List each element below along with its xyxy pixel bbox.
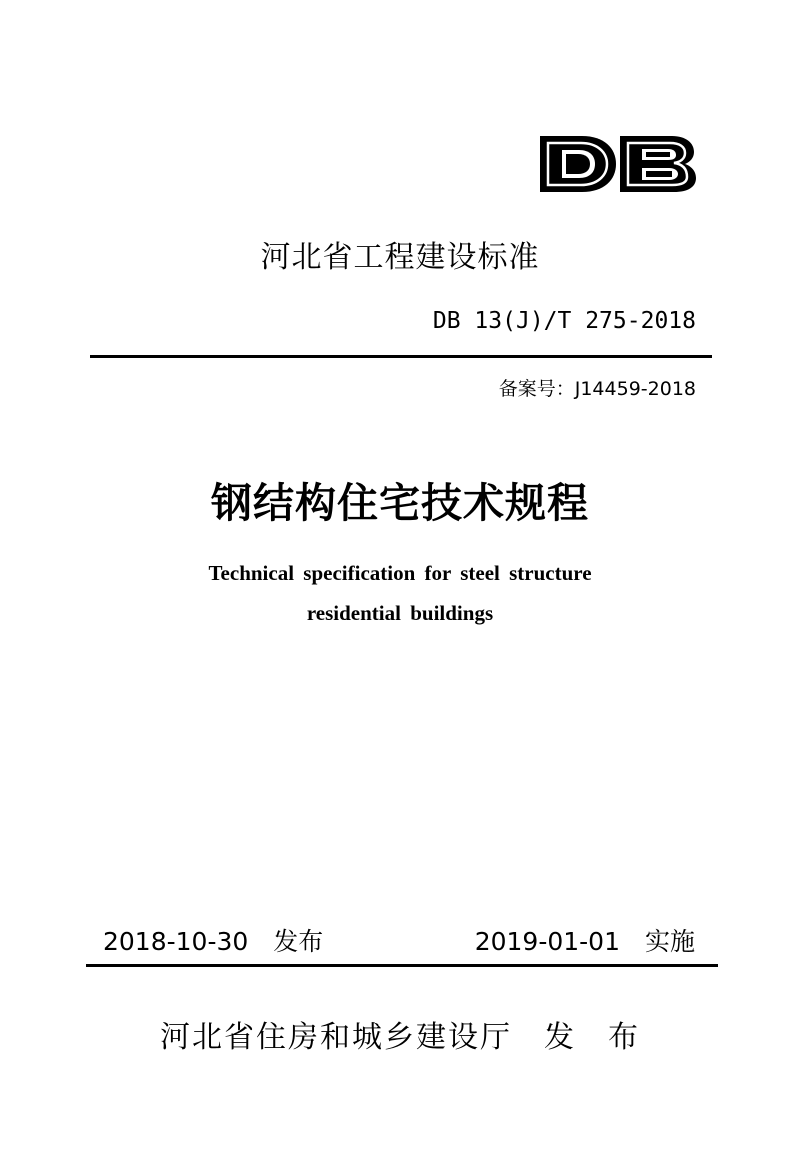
top-divider xyxy=(90,355,712,358)
db-logo-letter-d xyxy=(540,136,616,192)
title-chinese: 钢结构住宅技术规程 xyxy=(211,479,589,527)
title-english-line-2: residential buildings xyxy=(306,601,494,625)
standard-number: DB 13(J)/T 275-2018 xyxy=(432,308,696,334)
standard-category: 河北省工程建设标准 xyxy=(260,240,540,275)
implementation-date: 2019-01-01 实施 xyxy=(474,927,695,956)
filing-number: 备案号：J14459-2018 xyxy=(498,378,696,400)
db-logo xyxy=(536,132,698,196)
title-english-line-1: Technical specification for steel structure xyxy=(208,561,592,585)
publisher: 河北省住房和城乡建设厅 发 布 xyxy=(160,1020,640,1055)
db-logo-letter-b xyxy=(620,136,696,192)
bottom-divider xyxy=(86,964,718,967)
db-logo-graphic xyxy=(536,132,698,196)
issue-date: 2018-10-30 发布 xyxy=(103,927,324,956)
title-english xyxy=(0,553,800,633)
